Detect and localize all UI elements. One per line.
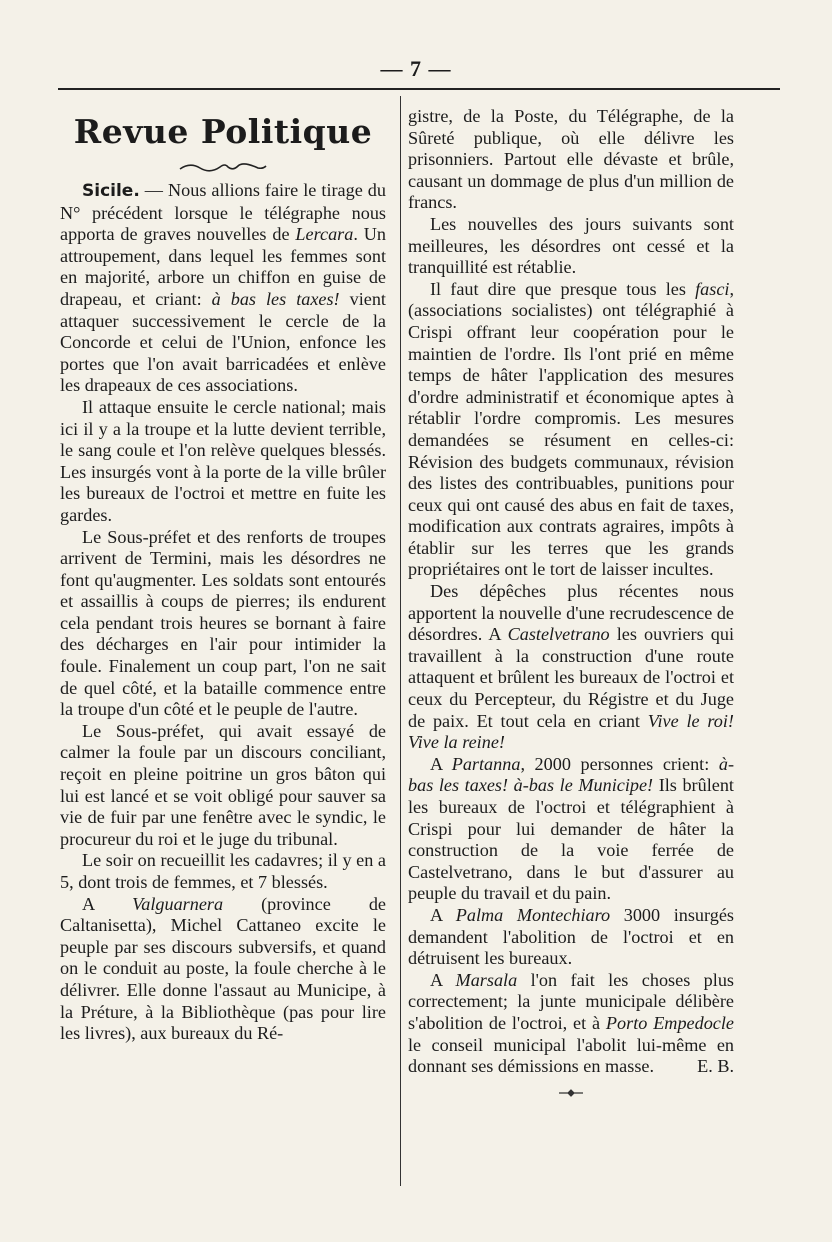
paragraph: Il attaque ensuite le cercle national; mais ici il y a la troupe et la lutte devient terrible, le sang coule et l'on relève quelques blessés. Les insurgés vont à la porte de la ville brûler les bureaux de l'octroi et mettre en fuite les gardes.: [60, 396, 386, 525]
slogan: à bas les taxes!: [211, 288, 340, 309]
slogan: à-bas les taxes! à-bas le Municipe!: [408, 753, 735, 796]
signature: E. B.: [697, 1056, 734, 1077]
paragraph-castelvetrano: Des dépêches plus récentes nous apportent la nouvelle d'une recrudescence de désordres. A Castelvetrano les ouvriers qui travaillent à la construction d'une route attaquent et brûlent les bureaux de l'octroi et ceux du Percepteur, du Régistre et du Juge de paix. Et tout cela en criant Vive le roi! Vive la reine!: [408, 581, 735, 753]
title-ornament: [60, 158, 386, 176]
left-column: [60, 100, 386, 1045]
paragraph-palma: A Palma Montechiaro 3000 insurgés demandent l'abolition de l'octroi et en détruisent les bureaux.: [408, 904, 735, 969]
paragraph-marsala: A Marsala l'on fait les choses plus correctement; la junte municipale délibère s'abolition de l'octroi, et à Porto Empedocle le conseil municipal l'abolit lui-même en donnant ses démissions en masse. E. B.: [408, 969, 734, 1077]
paragraph: gistre, de la Poste, du Télégraphe, de la Sûreté publique, où elle délivre les prisonniers. Partout elle dévaste et brûle, causant un dommage de plus d'un million de francs.: [408, 106, 734, 213]
paragraph: Le Sous-préfet et des renforts de troupes arrivent de Termini, mais les désordres ne font qu'augmenter. Les soldats sont entourés et assaillis à coups de pierres; ils endurent cela pendant trois heures se bornant à faire des décharges en l'air pour intimider la foule. Finalement un coup part, l'on ne sait de quel côté, et la bataille commence entre la troupe d'un côté et le peuple de l'autre.: [60, 526, 386, 720]
header-rule: [58, 88, 780, 90]
place-name: Marsala: [455, 969, 518, 990]
term-fasci: fasci: [695, 278, 730, 299]
lead-word: Sicile.: [82, 181, 140, 201]
place-name: Castelvetrano: [507, 624, 610, 645]
paragraph: Le soir on recueillit les cadavres; il y en a 5, dont trois de femmes, et 7 blessés.: [60, 850, 386, 892]
paragraph-valguarnera: A Valguarnera (province de Caltanisetta), Michel Cattaneo excite le peuple par ses discours subversifs, et quand on le conduit au poste, la foule cherche à le délivrer. Elle donne l'assaut au Municipe, à la Préture, à la Bibliothèque (pas pour lire les livres), aux bureaux du Ré-: [60, 893, 386, 1044]
paragraph: Le Sous-préfet, qui avait essayé de calmer la foule par un discours conciliant, reçoit en pleine poitrine un gros bâton qui lui est lancé et se voit obligé pour sauver sa vie de fuir par une fenêtre avec le syndic, le procureur du roi et le juge du tribunal.: [60, 720, 386, 849]
paragraph: Les nouvelles des jours suivants sont meilleures, les désordres ont cessé et la tranquillité est rétablie.: [408, 213, 734, 278]
paragraph-fasci: Il faut dire que presque tous les fasci, (associations socialistes) ont télégraphié à Crispi offrant leur coopération pour le maintien de l'ordre. Ils l'ont prié en même temps de hâter l'application des mesures d'ordre administratif et économique aptes à rétablir l'ordre compromis. Les mesures demandées se résument en celles-ci: Révision des budgets communaux, révision des listes des contribuables, punitions pour ceux qui ont causé des abus en fait de taxes, modification aux contrats agraires, impôts à établir sur les terres que les grands propriétaires ont le tort de laisser incultes.: [408, 278, 734, 580]
place-name: Porto Empedocle: [605, 1012, 734, 1033]
paragraph-partanna: A Partanna, 2000 personnes crient: à-bas les taxes! à-bas le Municipe! Ils brûlent les bureaux de l'octroi et télégraphient à Crispi pour lui demander de hâter la construction de la voie ferrée de Castelvetrano, dans le but d'assurer au peuple du travail et du pain.: [408, 753, 735, 904]
article-title: Revue Politique: [73, 112, 373, 151]
slogan: Vive le roi! Vive la reine!: [408, 710, 734, 753]
paragraph-sicile: Sicile. — Nous allions faire le tirage du N° précédent lorsque le télégraphe nous apporta de graves nouvelles de Lercara. Un attroupement, dans lequel les femmes sont en majorité, arbore un chiffon en guise de drapeau, et criant: à bas les taxes! vient attaquer successivement le cercle de la Concorde et celui de l'Union, enfonce les portes que l'on avait barricadées et enlève les drapeaux de ces associations.: [60, 180, 386, 396]
place-name: Valguarnera: [132, 893, 224, 914]
right-column: [408, 106, 734, 1096]
page-number: — 7 —: [380, 56, 452, 81]
place-name: Lercara: [295, 224, 354, 245]
place-name: Palma Montechiaro: [455, 904, 611, 925]
column-divider: [400, 96, 401, 1186]
place-name: Partanna: [451, 753, 521, 774]
end-ornament: [408, 1082, 734, 1096]
